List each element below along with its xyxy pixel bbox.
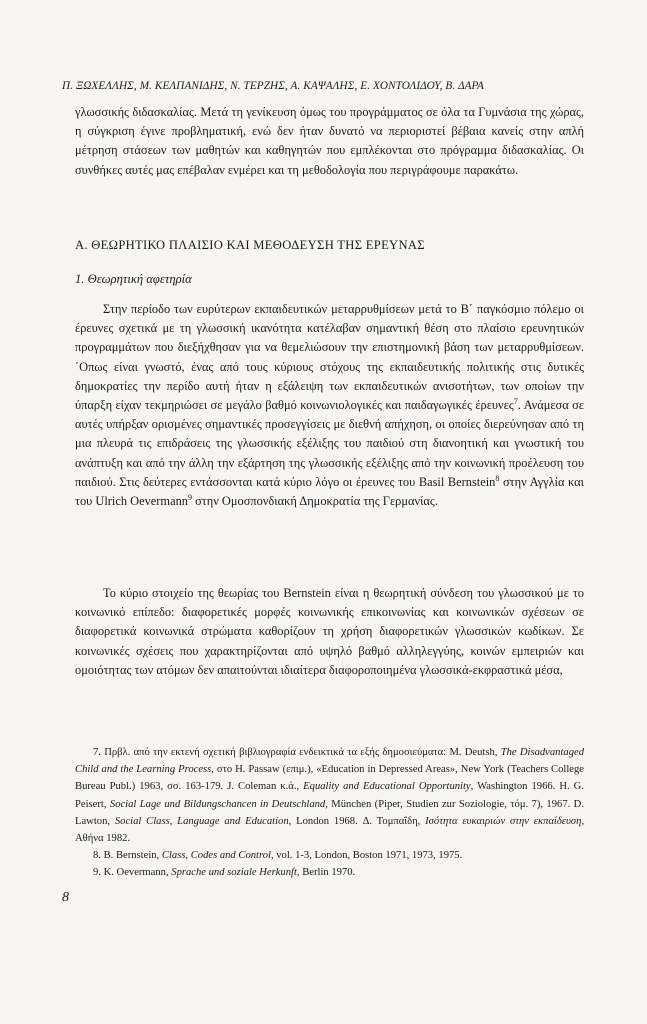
paragraph-text: στην Αγγλία και του Ulrich Oevermann [75, 474, 584, 509]
footnote-ref-8: 8 [495, 473, 500, 483]
footnote-text: , vol. 1-3, London, Boston 1971, 1973, 1975. [270, 850, 463, 862]
paragraph-theoretical-background [75, 300, 584, 511]
paragraph-bernstein-theory: Το κύριο στοιχείο της θεωρίας του Bernstein είναι η θεωρητική σύνδεση του γλωσσικού με το κοινωνικό επίπεδο: διαφορετικές μορφές κοινωνικής επικοινωνίας και κοινωνικών σχέσεων σε διαφορετικά κοινωνικά στρώματα καθορίζουν τη χρήση διαφορετικών γλωσσικών κωδίκων. Σε κοινωνικές σχέσεις που χαρακτηρίζονται από υψηλό βαθμό αλληλεγγύης, κοινών εμπειριών και ομοιότητας των ατόμων δεν απαιτούνται ιδιαίτερα διαφοροποιημένα γλωσσικά-εκφραστικά μέσα, [75, 586, 584, 677]
paragraph-text: . Ανάμεσα σε αυτές υπήρξαν ορισμένες σημαντικές προσεγγίσεις με διεθνή απήχηση, οι οποίες διερεύνησαν από τη μια πλευρά τις επιδράσεις της γλωσσικής εξέλιξης του παιδιού στη διανοητική και γνωστική του ανάπτυξη και από την άλλη την εξάρτηση της γλωσσικής εξέλιξης από την κοινωνική προέλευση του παιδιού. Στις δεύτερες εντάσσονται κατά κύριο λόγο οι έρευνες του Basil Bernstein [75, 398, 584, 489]
footnote-text: 7. Πρβλ. από την εκτενή σχετική βιβλιογραφία ενδεικτικά τα εξής δημοσιεύματα: M. Deutsh, [93, 747, 501, 758]
footnote-text: , London 1968. Δ. Τομπαΐδη, [288, 815, 426, 827]
footnote-text: , Αθήνα 1982. [75, 815, 584, 845]
footnotes [75, 744, 584, 882]
paragraph-text: Στην περίοδο των ευρύτερων εκπαιδευτικών μεταρρυθμίσεων μετά το Β΄ παγκόσμιο πόλεμο οι έρευνες σχετικά με τη γλωσσική ικανότητα κατέλαβαν σημαντική θέση στο πλαίσιο ερευνητικών προγραμμάτων που διεξήχθησαν για να θεμελιώσουν την επιστημονική βάση των μεταρρυθμίσεων. ΄Οπως είναι γνωστό, ένας από τους κύριους στόχους της εκπαιδευτικής πολιτικής στις δυτικές δημοκρατίες την περίδο αυτή ήταν η εξάλειψη των εκπαιδευτικών ανισοτήτων, των οποίων την ύπαρξη είχαν τεκμηριώσει σε μεγάλο βαθμό κοινωνιολογικές και παιδαγωγικές έρευνες [75, 302, 584, 413]
footnote-text: , Washington 1966. H. G. Peisert, [75, 781, 584, 810]
footnote-text: , Berlin 1970. [296, 867, 356, 879]
footnote-ref-9: 9 [187, 492, 192, 502]
footnote-ref-7: 7 [513, 396, 518, 406]
footnote-text: 9. K. Oevermann, [93, 867, 172, 879]
footnote-text: , München (Piper, Studien zur Soziologie, τόμ. 7), 1967. D. Lawton, [75, 798, 584, 827]
footnote-text: 8. B. Bernstein, [93, 850, 162, 862]
running-head: Π. ΞΩΧΕΛΛΗΣ, Μ. ΚΕΛΠΑΝΙΔΗΣ, Ν. ΤΕΡΖΗΣ, Α. ΚΑΨΑΛΗΣ, Ε. ΧΟΝΤΟΛΙΔΟΥ, Β. ΔΑΡΑ [62, 80, 484, 92]
paragraph-text: στην Ομοσπονδιακή Δημοκρατία της Γερμανίας. [191, 494, 438, 509]
footnote-8 [75, 847, 584, 864]
footnote-9 [75, 864, 584, 881]
footnote-title: Social Class, Language and Education [114, 815, 289, 827]
footnote-title: Ισότητα ευκαιριών στην εκπαίδευση [425, 815, 582, 827]
subsection-heading: 1. Θεωρητική αφετηρία [75, 272, 192, 286]
footnote-7 [75, 744, 584, 847]
footnote-title: Sprache und soziale Herkunft [171, 867, 297, 879]
footnote-title: The Disadvantaged Child and the Learning Process [75, 747, 584, 776]
footnote-text: , στο H. Passaw (επιμ.), «Education in Depressed Areas», New York (Teachers College Bureau Publ.) 1963, σσ. 163-179. J. Coleman κ.ά., [75, 764, 585, 793]
footnote-title: Equality and Educational Opportunity [303, 781, 471, 793]
intro-paragraph: γλωσσικής διδασκαλίας. Μετά τη γενίκευση όμως του προγράμματος σε όλα τα Γυμνάσια της χώρας, η σύγκριση έγινε προβληματική, ενώ δεν ήταν δυνατό να περιοριστεί βέβαια κανείς στην απλή μέτρηση στάσεων των μαθητών και καθηγητών που εμπλέκονται στο πρόγραμμα διδασκαλίας. Οι συνθήκες αυτές μας επέβαλαν ενμέρει και τη μεθοδολογία που περιγράφουμε παρακάτω. [75, 105, 584, 177]
section-heading: Α. ΘΕΩΡΗΤΙΚΟ ΠΛΑΙΣΙΟ ΚΑΙ ΜΕΘΟΔΕΥΣΗ ΤΗΣ ΕΡΕΥΝΑΣ [75, 238, 425, 252]
footnote-title: Class, Codes and Control [161, 850, 271, 862]
footnote-title: Social Lage und Bildungschancen in Deutschland [109, 798, 326, 810]
page-number: 8 [62, 890, 69, 905]
